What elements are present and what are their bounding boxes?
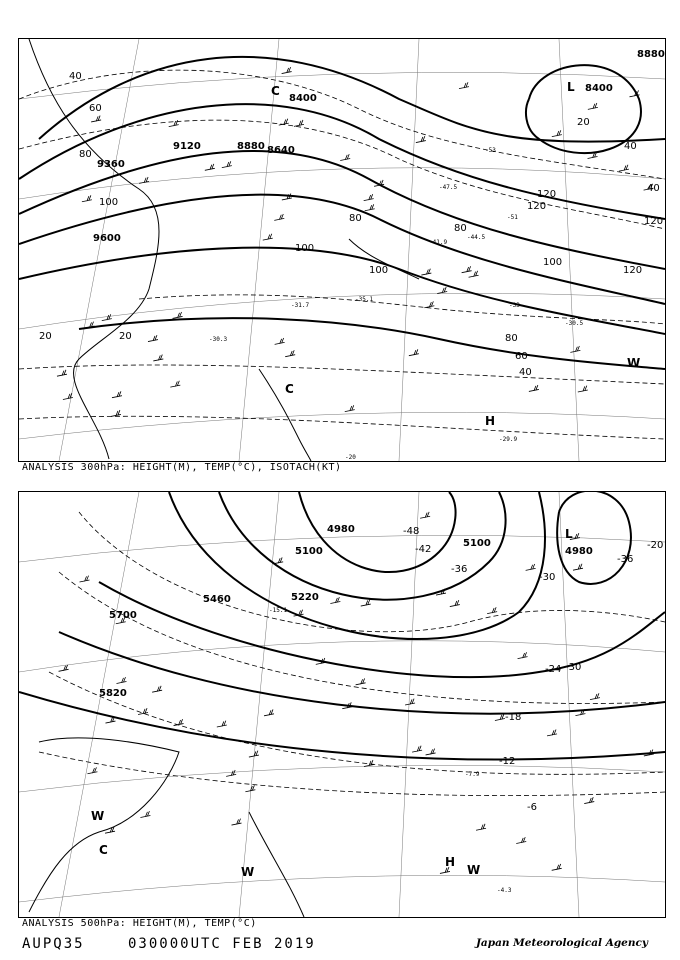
height-label: 5220 [291, 592, 319, 603]
isotach-label: 40 [624, 141, 637, 152]
lower-map-caption: ANALYSIS 500hPa: HEIGHT(M), TEMP(°C) [22, 918, 257, 929]
isotach-label: 100 [99, 197, 119, 208]
wind-barb [249, 751, 259, 757]
wind-barb [285, 350, 295, 356]
temp-label: -6 [527, 802, 537, 813]
temp-value: -33 [509, 302, 520, 309]
wind-barb [153, 355, 163, 361]
wind-barb [364, 194, 374, 200]
height-label: 5100 [295, 546, 323, 557]
wind-barb [112, 391, 122, 397]
temp-label: -12 [499, 756, 516, 767]
isotach-label: 40 [69, 71, 82, 82]
wind-barb [356, 678, 366, 684]
wind-barb [405, 699, 415, 705]
temp-value: -41.9 [429, 239, 448, 246]
wind-barb [570, 346, 580, 352]
height-label: 9600 [93, 233, 121, 244]
wind-barb [416, 136, 426, 142]
pressure-center-symbol: H [485, 414, 496, 428]
wind-barb [462, 266, 472, 272]
height-label: 5820 [99, 688, 127, 699]
wind-barb [222, 161, 232, 167]
height-label: 8400 [289, 93, 317, 104]
wind-barb [264, 709, 274, 715]
wind-barb [105, 717, 115, 723]
wind-barb [148, 335, 158, 341]
isotach-label: 80 [79, 149, 92, 160]
wind-barb [516, 837, 526, 843]
wind-barb [459, 82, 469, 88]
wind-barb [547, 730, 557, 736]
isotach-label: 120 [623, 265, 643, 276]
isotach-labels [39, 71, 663, 378]
height-label: 8640 [267, 145, 295, 156]
wind-barb [487, 607, 497, 613]
isotach-label: 80 [349, 213, 362, 224]
wind-barb [116, 677, 126, 683]
wind-barb [345, 405, 355, 411]
wind-barb [573, 564, 583, 570]
wind-barb [330, 597, 340, 603]
wind-barb [584, 797, 594, 803]
wind-barb [421, 269, 431, 275]
temp-label: -18 [505, 712, 522, 723]
isotach-label: 100 [295, 243, 315, 254]
wind-barb [495, 714, 505, 720]
isotach-label: 100 [369, 265, 389, 276]
isotach-label: 60 [515, 351, 528, 362]
height-label: 8400 [585, 83, 613, 94]
wind-barb [138, 708, 148, 714]
height-label: 5100 [463, 538, 491, 549]
wind-barb [140, 811, 150, 817]
isotach-label: 80 [505, 333, 518, 344]
pressure-center-symbol: C [271, 84, 280, 98]
wind-barb [420, 512, 430, 518]
temp-value: -35.1 [355, 296, 374, 303]
temp-label: -42 [415, 544, 432, 555]
temp-label: -7.9 [465, 771, 480, 778]
upper-map-caption: ANALYSIS 300hPa: HEIGHT(M), TEMP(°C), ISOTACH(KT) [22, 462, 342, 473]
isotach-label: 120 [644, 216, 664, 227]
wind-barb [552, 130, 562, 136]
wind-barb [552, 864, 562, 870]
wind-barb [111, 410, 121, 416]
wind-barb [87, 767, 97, 773]
wind-barb [578, 386, 588, 392]
wind-barb [437, 287, 447, 293]
height-label: 9120 [173, 141, 201, 152]
pressure-center-symbol: W [91, 809, 105, 823]
wind-barb [91, 116, 101, 122]
temp-value: -53 [485, 147, 496, 154]
wind-barb [529, 385, 539, 391]
wind-barb [152, 686, 162, 692]
temp-value: -29.9 [499, 436, 518, 443]
wind-barb [274, 214, 284, 220]
wind-barb [173, 312, 183, 318]
wind-barb [57, 370, 67, 376]
temp-label: -4.3 [497, 887, 512, 894]
temp-label: -48 [403, 526, 420, 537]
temp-value: -44.5 [467, 234, 486, 241]
height-labels [93, 49, 665, 244]
height-label: 4980 [327, 524, 355, 535]
isotach-label: 40 [647, 183, 660, 194]
temp-value: -51 [507, 214, 518, 221]
wind-barb [365, 204, 375, 210]
upper-map-canvas [19, 39, 665, 461]
wind-barb [232, 819, 242, 825]
temp-label: -36 [617, 554, 634, 565]
temp-value: -30.5 [565, 320, 584, 327]
temp-value: -20 [345, 454, 356, 461]
wind-barb [245, 785, 255, 791]
wind-barb [590, 693, 600, 699]
wind-barb [217, 721, 227, 727]
lower-map-canvas [19, 492, 665, 917]
pressure-center-symbol: L [567, 80, 575, 94]
wind-barb [424, 301, 434, 307]
pressure-center-symbol: W [241, 865, 255, 879]
wind-barb [294, 120, 304, 126]
agency-name: Japan Meteorological Agency [475, 937, 648, 949]
wind-barb [282, 67, 292, 73]
pressure-center-symbol: H [445, 855, 456, 869]
isotach-label: 20 [39, 331, 52, 342]
wind-barb [174, 719, 184, 725]
isotach-label: 60 [89, 103, 102, 114]
height-label: 8880 [237, 141, 265, 152]
height-label: 5460 [203, 594, 231, 605]
temp-label: -20 [647, 540, 664, 551]
wind-barb [588, 103, 598, 109]
wind-barb [426, 749, 436, 755]
isotach-label: 20 [119, 331, 132, 342]
temp-value: -47.5 [439, 184, 458, 191]
temp-value: -30.3 [209, 336, 228, 343]
wind-barb [169, 120, 179, 126]
valid-time: 030000UTC FEB 2019 [128, 936, 316, 952]
isotach-label: 100 [543, 257, 563, 268]
lower-500hpa-map [18, 491, 666, 918]
wind-barb [263, 234, 273, 240]
height-label: 4980 [565, 546, 593, 557]
pressure-centers [271, 80, 643, 428]
chart-code: AUPQ35 [22, 936, 85, 952]
pressure-center-symbol: C [99, 843, 108, 857]
pressure-center-symbol: C [285, 382, 294, 396]
wind-barb [409, 349, 419, 355]
isotach-label: 80 [454, 223, 467, 234]
isotach-label: 20 [577, 117, 590, 128]
pressure-center-symbol: W [467, 863, 481, 877]
wind-barb [102, 314, 112, 320]
isotach-label: 120 [537, 189, 557, 200]
coastline [29, 738, 304, 917]
height-label: 5700 [109, 610, 137, 621]
wind-barb [170, 381, 180, 387]
wind-barb [82, 195, 92, 201]
upper-300hpa-map [18, 38, 666, 462]
wind-barb [469, 271, 479, 277]
isotach-label: 120 [527, 201, 547, 212]
pressure-center-symbol: L [565, 527, 573, 541]
temp-label: -36 [451, 564, 468, 575]
wind-barb [205, 164, 215, 170]
height-label: 9360 [97, 159, 125, 170]
wind-barb [275, 338, 285, 344]
wind-barb [619, 165, 629, 171]
wind-barb [450, 600, 460, 606]
temp-label: -24 [545, 664, 562, 675]
temp-label: -15.1 [269, 607, 288, 614]
wind-barb [361, 600, 371, 606]
height-label: 8880 [637, 49, 665, 60]
wind-barb [226, 770, 236, 776]
wind-barb [340, 154, 350, 160]
wind-barb [518, 652, 528, 658]
temp-label: -30 [565, 662, 582, 673]
wind-barb [526, 564, 536, 570]
isotach-label: 40 [519, 367, 532, 378]
temp-label: -30 [539, 572, 556, 583]
wind-barb [80, 576, 90, 582]
temp-value: -31.7 [291, 302, 310, 309]
pressure-center-symbol: W [627, 356, 641, 370]
wind-barb [412, 746, 422, 752]
wind-barb [476, 824, 486, 830]
